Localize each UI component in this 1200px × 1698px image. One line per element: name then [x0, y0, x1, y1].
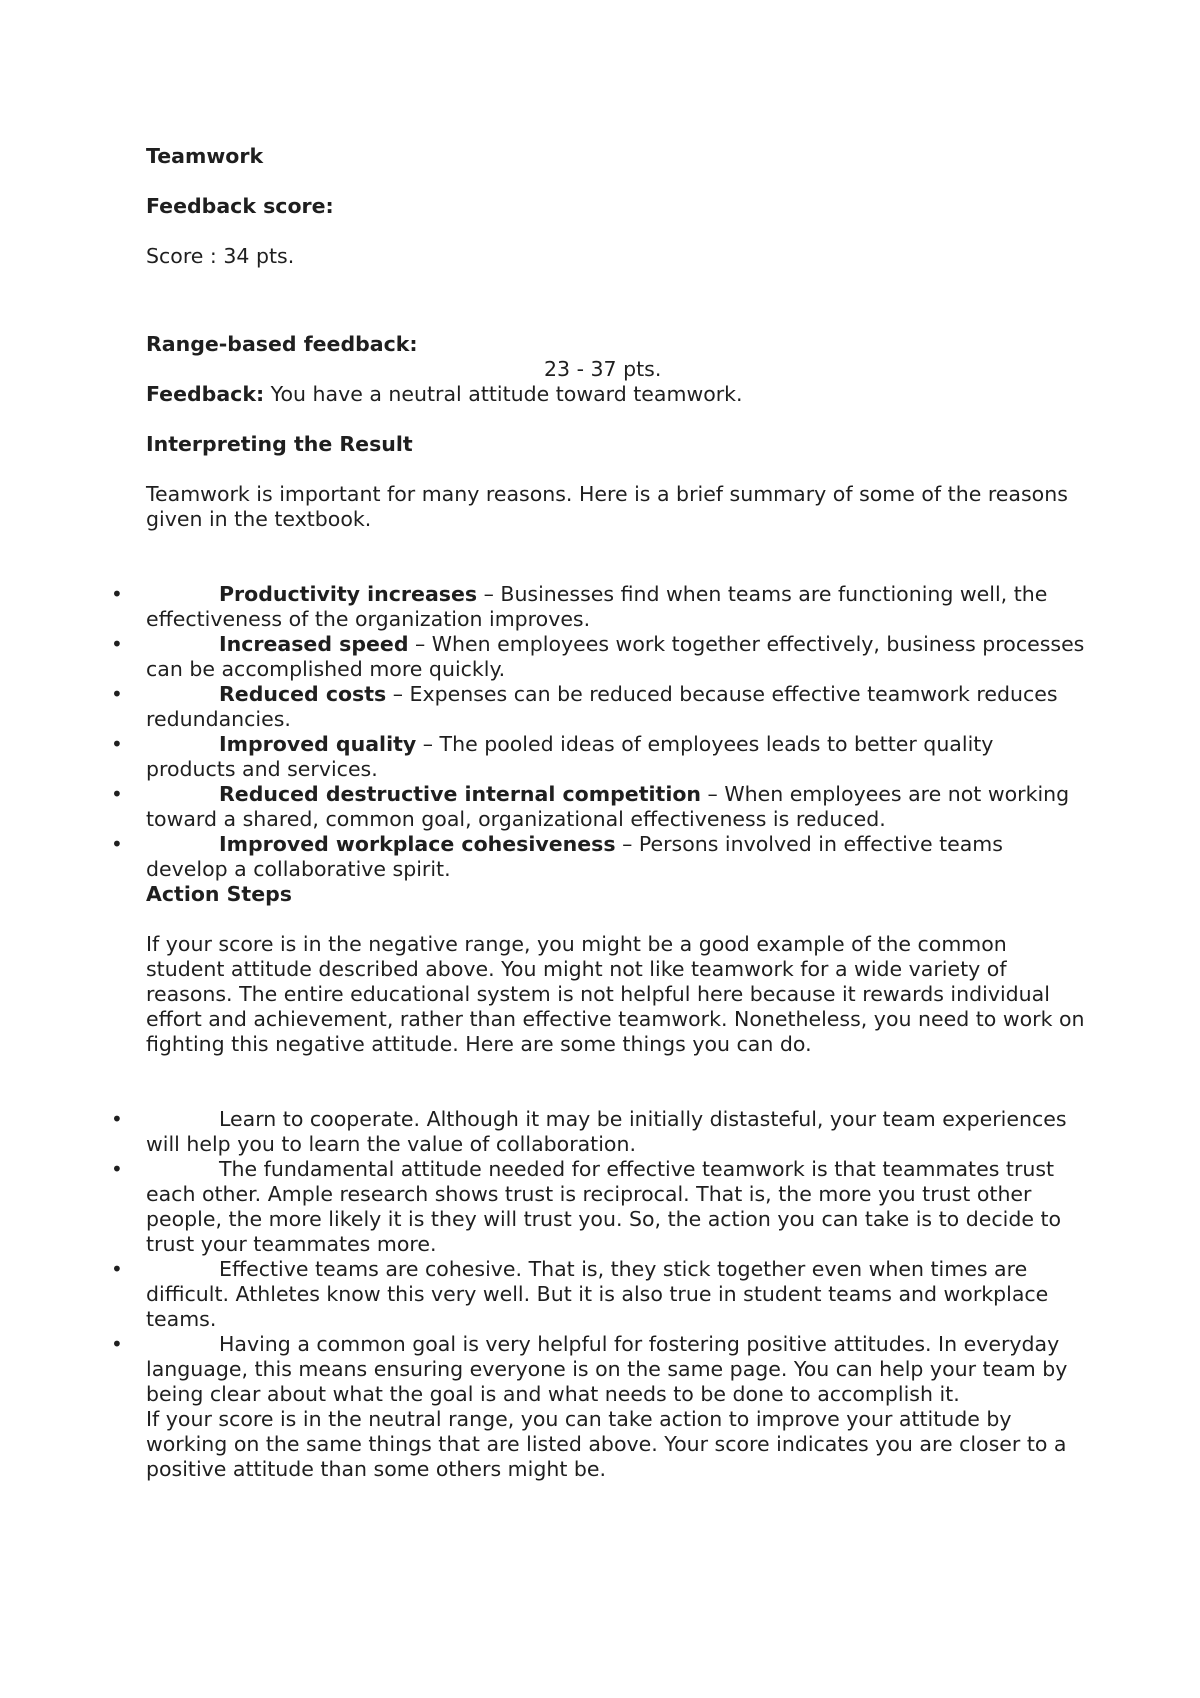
bullet-icon: • [111, 732, 123, 756]
feedback-label: Feedback: [146, 382, 265, 406]
action-text: Learn to cooperate. Although it may be initially distasteful, your team experiences will help you to learn the value of collaboration. [146, 1107, 1067, 1156]
bullet-icon: • [111, 832, 123, 856]
interpreting-heading: Interpreting the Result [146, 432, 413, 456]
reason-term: Productivity increases [219, 582, 478, 606]
action-intro: If your score is in the negative range, you might be a good example of the common student attitude described above. You might not like teamwork for a wide variety of reasons. The entire educational system is not helpful here because it rewards individual effort and achievement, rather than effective teamwork. Nonetheless, you need to work on fighting this negative attitude. Here are some things you can do. [146, 932, 1085, 1056]
reasons-list [111, 582, 1086, 882]
list-item [111, 582, 1086, 632]
neutral-text: If your score is in the neutral range, you can take action to improve your attitude by working on the same things that are listed above. Your score indicates you are closer to a positive attitude than some others might be. [146, 1407, 1067, 1481]
list-item [111, 1332, 1086, 1407]
list-item [111, 1257, 1086, 1332]
bullet-icon: • [111, 632, 123, 656]
score-text: Score : 34 pts. [146, 244, 295, 268]
action-text: Effective teams are cohesive. That is, they stick together even when times are difficult. Athletes know this very well. But it is also true in student teams and workplace teams. [146, 1257, 1049, 1331]
list-item [111, 682, 1086, 732]
bullet-icon: • [111, 1332, 123, 1356]
reason-term: Increased speed [219, 632, 409, 656]
reason-text: – Businesses find when teams are functioning well, the effectiveness of the organization improves. [146, 582, 1048, 631]
reason-text: – When employees work together effectively, business processes can be accomplished more quickly. [146, 632, 1085, 681]
action-text: The fundamental attitude needed for effective teamwork is that teammates trust each other. Ample research shows trust is reciprocal. That is, the more you trust other people, the more likely it is they will trust you. So, the action you can take is to decide to trust your teammates more. [146, 1157, 1062, 1256]
list-item [111, 1157, 1086, 1257]
reason-text: – The pooled ideas of employees leads to better quality products and services. [146, 732, 994, 781]
feedback-score-heading: Feedback score: [146, 194, 334, 218]
list-item [111, 1107, 1086, 1157]
feedback-line [146, 382, 1086, 407]
list-item [111, 832, 1086, 882]
bullet-icon: • [111, 782, 123, 806]
range-value: 23 - 37 pts. [544, 357, 662, 381]
document-page [111, 144, 1086, 1482]
action-text: Having a common goal is very helpful for fostering positive attitudes. In everyday language, this means ensuring everyone is on the same page. You can help your team by being clear about what the goal is and what needs to be done to accomplish it. [146, 1332, 1068, 1406]
bullet-icon: • [111, 582, 123, 606]
page-title: Teamwork [146, 144, 264, 168]
bullet-icon: • [111, 1157, 123, 1181]
bullet-icon: • [111, 1257, 123, 1281]
reason-term: Improved workplace cohesiveness [219, 832, 616, 856]
reason-term: Reduced costs [219, 682, 387, 706]
list-item [111, 782, 1086, 832]
reason-text: – Expenses can be reduced because effective teamwork reduces redundancies. [146, 682, 1058, 731]
reason-term: Reduced destructive internal competition [219, 782, 702, 806]
feedback-text: You have a neutral attitude toward teamwork. [264, 382, 743, 406]
range-heading: Range-based feedback: [146, 332, 418, 356]
bullet-icon: • [111, 682, 123, 706]
reason-term: Improved quality [219, 732, 417, 756]
bullet-icon: • [111, 1107, 123, 1131]
list-item [111, 632, 1086, 682]
actions-list [111, 1107, 1086, 1407]
action-heading: Action Steps [146, 882, 293, 906]
list-item [111, 732, 1086, 782]
reason-text: – When employees are not working toward a shared, common goal, organizational effectiveness is reduced. [146, 782, 1070, 831]
reason-text: – Persons involved in effective teams develop a collaborative spirit. [146, 832, 1003, 881]
interpreting-intro: Teamwork is important for many reasons. Here is a brief summary of some of the reasons given in the textbook. [146, 482, 1068, 531]
